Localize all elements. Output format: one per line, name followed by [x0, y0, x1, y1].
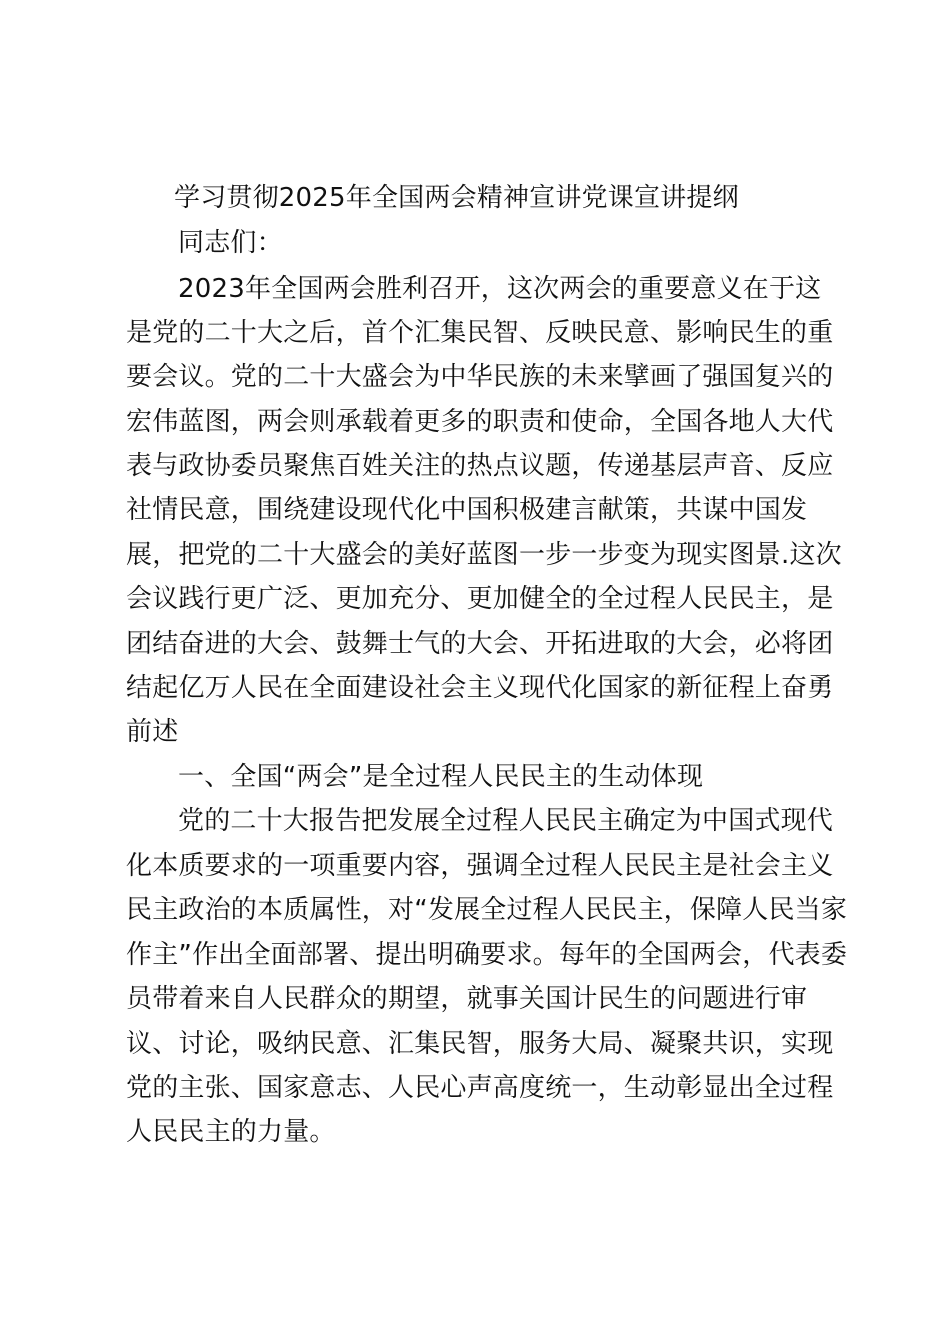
document-title: 学习贯彻2025年全国两会精神宣讲党课宣讲提纲 [174, 183, 739, 213]
paragraph-line: 是党的二十大之后，首个汇集民智、反映民意、影响民生的重 [126, 318, 834, 348]
paragraph-line: 表与政协委员聚焦百姓关注的热点议题，传递基层声音、反应 [126, 451, 834, 481]
paragraph-line: 议、讨论，吸纳民意、汇集民智，服务大局、凝聚共识，实现 [126, 1029, 834, 1059]
paragraph-line: 展，把党的二十大盛会的美好蓝图一步一步变为现实图景.这次 [126, 540, 842, 570]
paragraph-line: 员带着来自人民群众的期望，就事关国计民生的问题进行审 [126, 984, 808, 1014]
paragraph-line: 要会议。党的二十大盛会为中华民族的未来擘画了强国复兴的 [126, 362, 834, 392]
paragraph-line: 团结奋进的大会、鼓舞士气的大会、开拓进取的大会，必将团 [126, 629, 834, 659]
paragraph-line: 宏伟蓝图，两会则承载着更多的职责和使命，全国各地人大代 [126, 407, 834, 437]
paragraph-line: 民主政治的本质属性，对“发展全过程人民民主，保障人民当家 [126, 895, 848, 925]
salutation: 同志们： [178, 228, 283, 258]
paragraph-line: 党的二十大报告把发展全过程人民民主确定为中国式现代 [178, 806, 834, 836]
paragraph-line: 化本质要求的一项重要内容，强调全过程人民民主是社会主义 [126, 851, 834, 881]
paragraph-line: 结起亿万人民在全面建设社会主义现代化国家的新征程上奋勇 [126, 673, 834, 703]
paragraph-line: 2023年全国两会胜利召开，这次两会的重要意义在于这 [178, 274, 822, 304]
section-heading: 一、全国“两会”是全过程人民民主的生动体现 [178, 762, 704, 792]
paragraph-line: 社情民意，围绕建设现代化中国积极建言献策，共谋中国发 [126, 495, 808, 525]
paragraph-line: 前述 [126, 717, 179, 747]
paragraph-line: 党的主张、国家意志、人民心声高度统一，生动彰显出全过程 [126, 1073, 834, 1103]
paragraph-line: 会议践行更广泛、更加充分、更加健全的全过程人民民主，是 [126, 584, 834, 614]
paragraph-line: 作主”作出全面部署、提出明确要求。每年的全国两会，代表委 [126, 940, 848, 970]
paragraph-line: 人民民主的力量。 [126, 1117, 336, 1147]
